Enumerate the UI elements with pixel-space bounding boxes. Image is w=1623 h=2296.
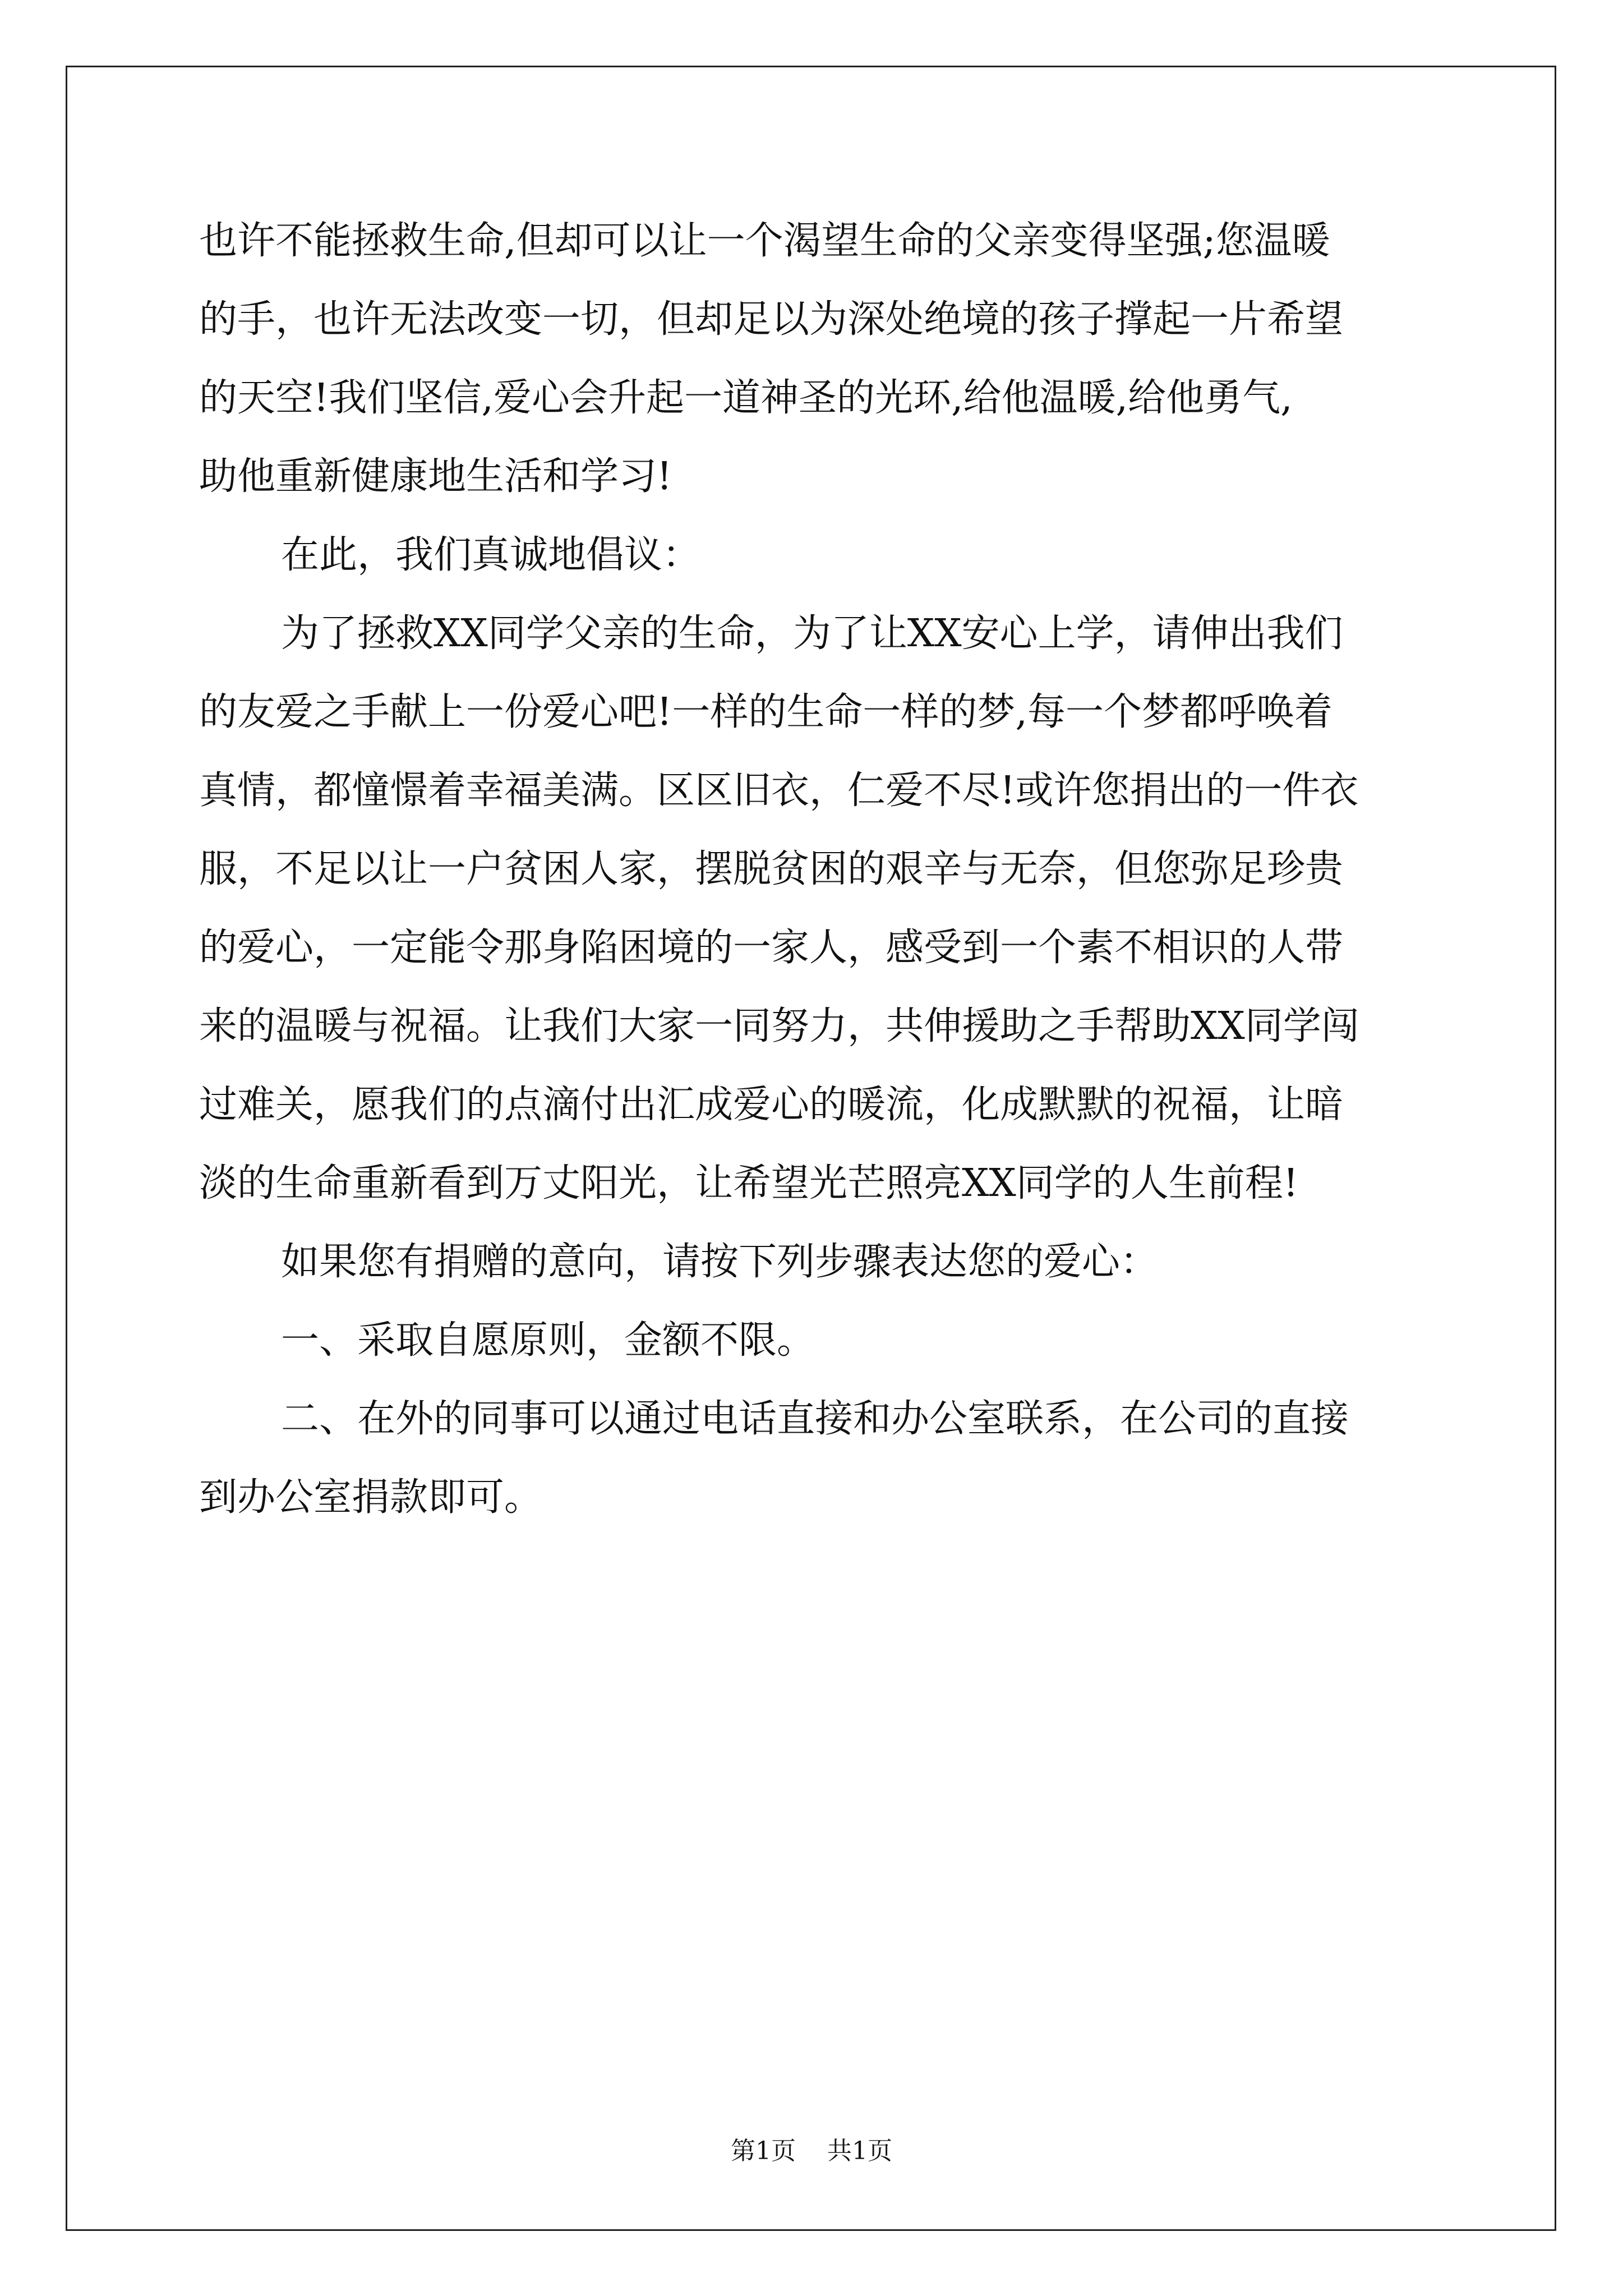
paragraph-start-line: 为了拯救XX同学父亲的生命，为了让XX安心上学，请伸出我们 (281, 611, 1343, 656)
body-line: 的爱心，一定能令那身陷困境的一家人，感受到一个素不相识的人带 (199, 926, 1344, 970)
list-item-line: 二、在外的同事可以通过电话直接和办公室联系，在公司的直接 (281, 1397, 1349, 1441)
body-line: 到办公室捐款即可。 (199, 1475, 543, 1520)
body-line: 也许不能拯救生命,但却可以让一个渴望生命的父亲变得坚强;您温暖 (199, 219, 1330, 263)
body-line: 服，不足以让一户贫困人家，摆脱贫困的艰辛与无奈，但您弥足珍贵 (199, 847, 1344, 891)
body-line: 的手，也许无法改变一切，但却足以为深处绝境的孩子撑起一片希望 (199, 297, 1344, 342)
list-item-line: 一、采取自愿原则，金额不限。 (281, 1318, 815, 1363)
body-line: 的友爱之手献上一份爱心吧!一样的生命一样的梦,每一个梦都呼唤着 (199, 690, 1332, 734)
body-line: 来的温暖与祝福。让我们大家一同努力，共伸援助之手帮助XX同学闯 (199, 1004, 1359, 1048)
body-line: 过难关，愿我们的点滴付出汇成爱心的暖流，化成默默的祝福，让暗 (199, 1083, 1344, 1127)
document-body (199, 202, 1438, 1537)
body-line: 真情，都憧憬着幸福美满。区区旧衣，仁爱不尽!或许您捐出的一件衣 (199, 769, 1359, 813)
body-line: 淡的生命重新看到万丈阳光，让希望光芒照亮XX同学的人生前程! (199, 1161, 1299, 1205)
page-footer (0, 2134, 1623, 2168)
page-number-label: 第1页 (731, 2137, 796, 2165)
body-line: 助他重新健康地生活和学习! (199, 454, 672, 499)
paragraph-start-line: 在此，我们真诚地倡议： (281, 533, 701, 577)
paragraph-start-line: 如果您有捐赠的意向，请按下列步骤表达您的爱心： (281, 1240, 1159, 1284)
body-line: 的天空!我们坚信,爱心会升起一道神圣的光环,给他温暖,给他勇气, (199, 376, 1293, 420)
page-total-label: 共1页 (827, 2137, 892, 2165)
